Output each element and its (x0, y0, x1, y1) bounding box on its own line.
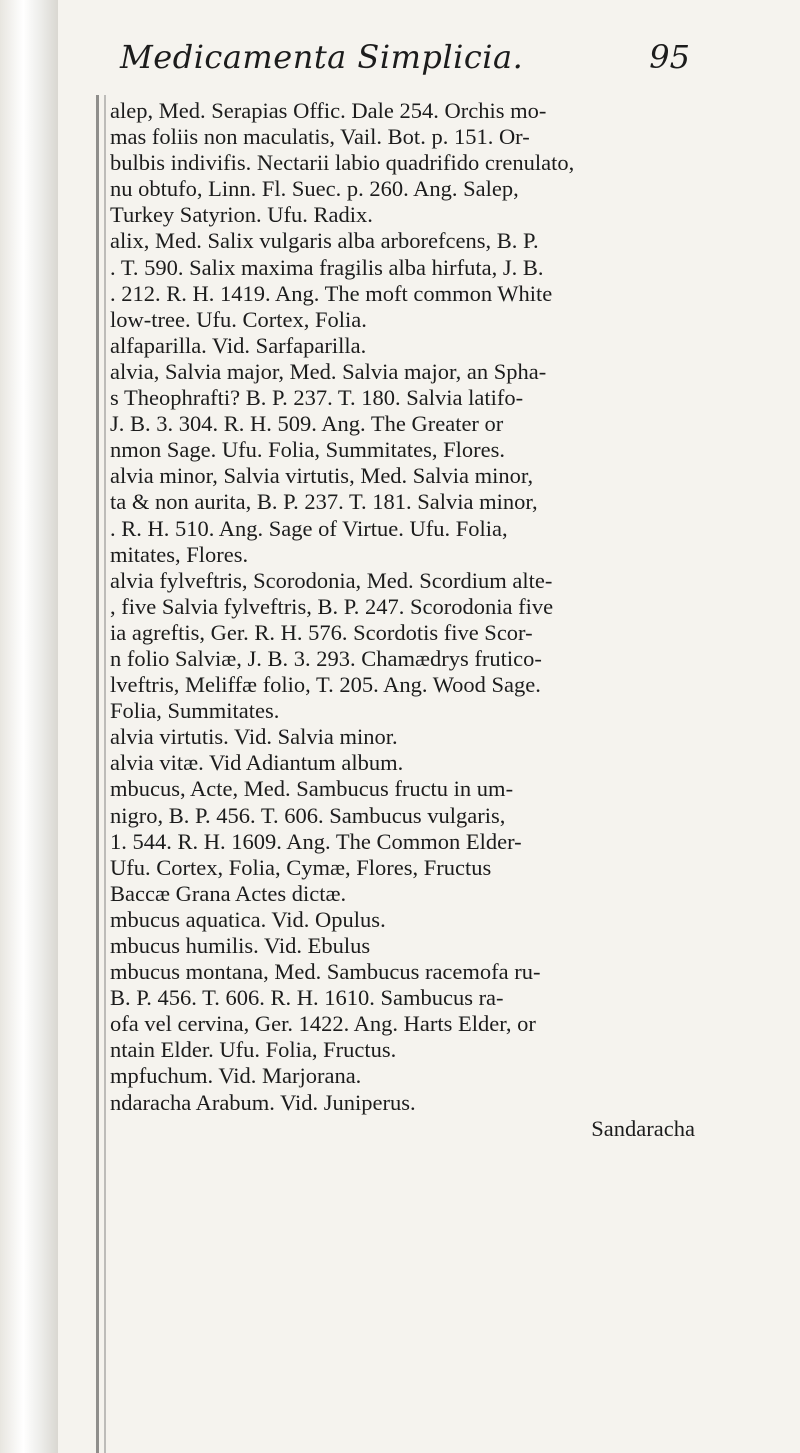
text-line: mbucus montana, Med. Sambucus racemofa ru- (110, 959, 541, 985)
text-line: alvia, Salvia major, Med. Salvia major, an Spha- (110, 358, 547, 384)
text-line: , five Salvia fylveftris, B. P. 247. Scorodonia five (110, 593, 554, 619)
book-binding-gutter (0, 0, 58, 1453)
page-header (120, 38, 690, 98)
text-line: Turkey Satyrion. Ufu. Radix. (110, 202, 373, 228)
text-line: nigro, B. P. 456. T. 606. Sambucus vulgaris, (110, 802, 506, 828)
page-number: 95 (649, 38, 690, 76)
page-edge-shadow-2 (104, 95, 106, 1453)
running-title: Medicamenta Simplicia. (120, 38, 524, 76)
text-line: alep, Med. Serapias Offic. Dale 254. Orchis mo- (110, 98, 547, 123)
text-line: mpfuchum. Vid. Marjorana. (110, 1063, 362, 1089)
text-line: bulbis indivifis. Nectarii labio quadrifido crenulato, (110, 150, 575, 176)
text-line: ndaracha Arabum. Vid. Juniperus. (110, 1089, 416, 1115)
text-line: ofa vel cervina, Ger. 1422. Ang. Harts Elder, or (110, 1011, 536, 1037)
catchword: Sandaracha (591, 1115, 695, 1141)
text-line: alfaparilla. Vid. Sarfaparilla. (110, 332, 367, 358)
text-line: . R. H. 510. Ang. Sage of Virtue. Ufu. Folia, (110, 515, 508, 541)
text-line: nu obtufo, Linn. Fl. Suec. p. 260. Ang. Salep, (110, 176, 519, 202)
text-line: low-tree. Ufu. Cortex, Folia. (110, 306, 367, 332)
text-line: mitates, Flores. (110, 541, 249, 567)
text-line: mbucus humilis. Vid. Ebulus (110, 933, 371, 958)
text-line: n folio Salviæ, J. B. 3. 293. Chamædrys frutico- (110, 645, 542, 671)
text-line: alix, Med. Salix vulgaris alba arborefcens, B. P. (110, 228, 539, 254)
text-line: alvia fylveftris, Scorodonia, Med. Scordium alte- (110, 567, 553, 593)
text-line: 1. 544. R. H. 1609. Ang. The Common Elder- (110, 828, 522, 854)
text-line: lveftris, Meliffæ folio, T. 205. Ang. Wood Sage. (110, 672, 541, 698)
page-edge-shadow (96, 95, 99, 1453)
text-line: alvia minor, Salvia virtutis, Med. Salvia minor, (110, 463, 534, 489)
text-line: Ufu. Cortex, Folia, Cymæ, Flores, Fructus (110, 854, 492, 880)
text-line: mbucus aquatica. Vid. Opulus. (110, 906, 386, 932)
text-line: ntain Elder. Ufu. Folia, Fructus. (110, 1037, 397, 1063)
text-line: J. B. 3. 304. R. H. 509. Ang. The Greater or (110, 411, 504, 437)
text-line: mas foliis non maculatis, Vail. Bot. p. 151. Or- (110, 124, 530, 150)
body-text (110, 98, 695, 1142)
text-line: s Theophrafti? B. P. 237. T. 180. Salvia latifo- (110, 385, 524, 411)
text-line: . T. 590. Salix maxima fragilis alba hirfuta, J. B. (110, 254, 544, 280)
text-line: ta & non aurita, B. P. 237. T. 181. Salvia minor, (110, 489, 538, 515)
text-line: Folia, Summitates. (110, 698, 280, 724)
text-line: nmon Sage. Ufu. Folia, Summitates, Flores. (110, 437, 505, 463)
text-line: . 212. R. H. 1419. Ang. The moft common White (110, 280, 553, 306)
text-line: Baccæ Grana Actes dictæ. (110, 880, 347, 906)
text-line: B. P. 456. T. 606. R. H. 1610. Sambucus ra- (110, 985, 504, 1011)
text-line: ia agreftis, Ger. R. H. 576. Scordotis five Scor- (110, 619, 533, 645)
text-line: alvia virtutis. Vid. Salvia minor. (110, 724, 398, 750)
text-line: alvia vitæ. Vid Adiantum album. (110, 750, 404, 776)
text-line: mbucus, Acte, Med. Sambucus fructu in um- (110, 776, 514, 802)
